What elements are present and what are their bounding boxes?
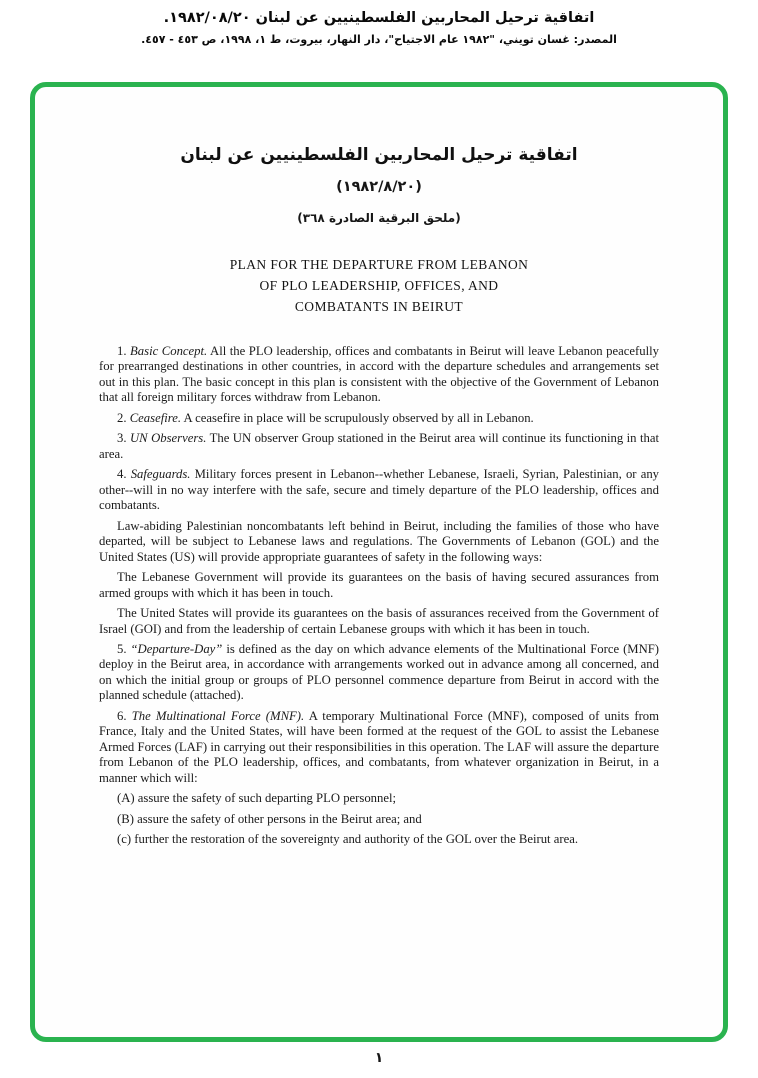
paragraph-number: 5.	[117, 642, 127, 656]
paragraph-number: 4.	[117, 467, 127, 482]
paragraph-text: Military forces present in Lebanon--whether Lebanese, Israeli, Syrian, Palestinian, or any other--will in no way interfere with the safe, secure and timely departure of the PLO leadership, offices and combatants.	[99, 467, 660, 513]
paragraph-item-a	[99, 791, 659, 806]
paragraph-text: Law-abiding Palestinian noncombatants left behind in Beirut, including the families of those who have departed, will be subject to Lebanese laws and regulations. The Governments of Lebanon (GOL) and the United States (US) will provide appropriate guarantees of safety in the following ways:	[99, 518, 659, 564]
paragraph-number: 2.	[117, 410, 127, 425]
paragraph-departure-day	[99, 642, 659, 704]
paragraph-text: (A) assure the safety of such departing PLO personnel;	[117, 791, 397, 806]
document-body	[99, 344, 659, 848]
paragraph-number: 1.	[117, 343, 127, 358]
paragraph-un-observers	[99, 431, 659, 462]
page-number: ١	[374, 1050, 384, 1066]
document-arabic-note: (ملحق البرقية الصادرة ٣٦٨)	[297, 211, 461, 225]
paragraph-lead: Ceasefire.	[129, 410, 182, 425]
paragraph-text: (B) assure the safety of other persons in the Beirut area; and	[117, 811, 422, 826]
paragraph-multinational-force	[99, 709, 659, 786]
paragraph-item-c	[99, 832, 659, 847]
header-arabic-title: اتفاقية ترحيل المحاربين الفلسطينيين عن لبنان ١٩٨٢/٠٨/٢٠.	[163, 10, 595, 26]
paragraph-text: A ceasefire in place will be scrupulously observed by all in Lebanon.	[183, 410, 534, 425]
paragraph-noncombatants	[99, 519, 659, 565]
english-title-line: OF PLO LEADERSHIP, OFFICES, AND	[259, 277, 499, 293]
paragraph-ceasefire	[99, 411, 659, 426]
english-title-line: COMBATANTS IN BEIRUT	[294, 298, 464, 314]
paragraph-us-guarantees	[99, 606, 659, 637]
paragraph-safeguards	[99, 467, 659, 513]
paragraph-text: The Lebanese Government will provide its guarantees on the basis of having secured assurances from armed groups with which it has been in touch.	[99, 570, 659, 600]
paragraph-number: 3.	[117, 431, 127, 446]
paragraph-text: The UN observer Group stationed in the Beirut area will continue its functioning in that area.	[99, 431, 659, 461]
scanned-page-frame	[30, 82, 728, 1042]
paragraph-text: All the PLO leadership, offices and combatants in Beirut will leave Lebanon peacefully for prearranged destinations in other countries, in accord with the departure schedules and arrangements set out in this plan. The basic concept in this plan is consistent with the objective of the Government of Lebanon that all foreign military forces withdraw from Lebanon.	[99, 343, 659, 405]
paragraph-text: The United States will provide its guarantees on the basis of assurances received from the Government of Israel (GOI) and from the leadership of certain Lebanese groups with which it has been in touch.	[99, 606, 659, 636]
paragraph-text: (c) further the restoration of the sovereignty and authority of the GOL over the Beirut area.	[117, 832, 579, 847]
english-title-line: PLAN FOR THE DEPARTURE FROM LEBANON	[229, 257, 529, 272]
document-arabic-title: اتفاقية ترحيل المحاربين الفلسطينيين عن لبنان	[180, 145, 578, 165]
paragraph-lebanese-guarantees	[99, 570, 659, 601]
paragraph-item-b	[99, 812, 659, 827]
document-english-title	[99, 255, 659, 318]
page-header	[0, 0, 758, 46]
paragraph-lead: Safeguards.	[130, 467, 191, 482]
paragraph-lead: The Multinational Force (MNF).	[131, 708, 305, 723]
paragraph-number: 6.	[117, 708, 127, 723]
header-source-citation: المصدر: غسان تويني، "١٩٨٢ عام الاجتياح"، دار النهار، بيروت، ط ١، ١٩٩٨، ص ٤٥٣ - ٤٥٧.	[141, 33, 617, 46]
document-arabic-date: (١٩٨٢/٨/٢٠)	[336, 179, 422, 195]
paragraph-lead: UN Observers.	[129, 431, 207, 446]
paragraph-text: is defined as the day on which advance elements of the Multinational Force (MNF) deploy in the Beirut area, in accordance with arrangements worked out in advance among all concerned, and on which the initial group or groups of PLO personnel commence departure from Beirut in accord with the planned schedule (attached).	[99, 642, 660, 703]
paragraph-lead: Basic Concept.	[130, 343, 208, 358]
paragraph-basic-concept	[99, 344, 659, 406]
paragraph-text: A temporary Multinational Force (MNF), composed of units from France, Italy and the United States, will have been formed at the request of the GOL to assist the Lebanese Armed Forces (LAF) in carrying out their responsibilities in this operation. The LAF will assure the departure from Lebanon of the PLO leadership, offices, and combatants, from whatever organization in Beirut, in a manner which will:	[99, 708, 660, 785]
paragraph-lead: “Departure-Day”	[130, 642, 223, 656]
